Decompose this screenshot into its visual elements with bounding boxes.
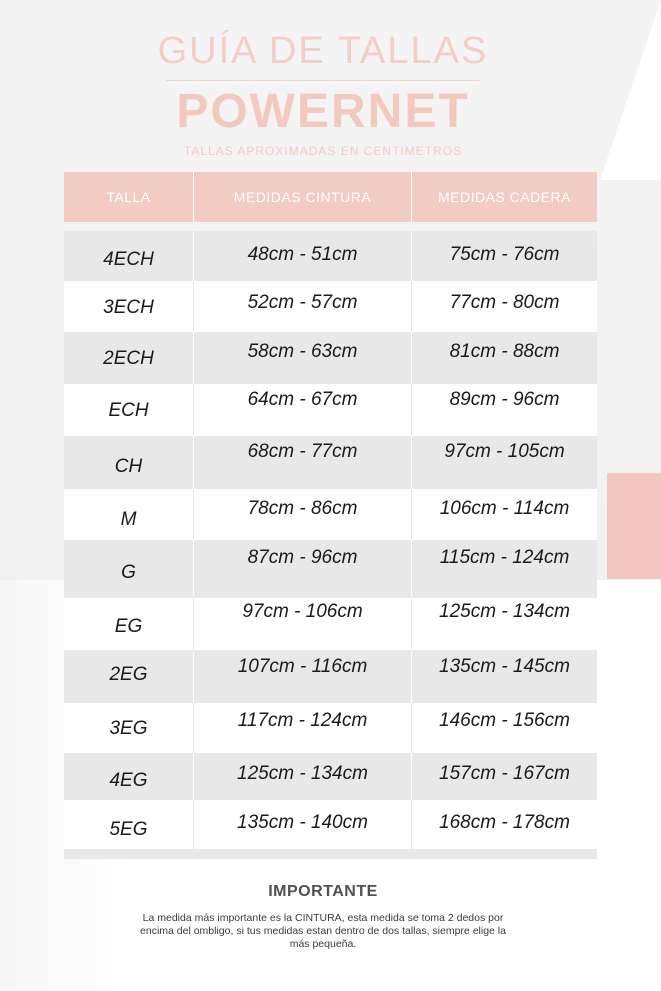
size-cell: 3ECH: [64, 281, 194, 332]
product-title: POWERNET: [176, 85, 470, 138]
size-cell: 2ECH: [64, 332, 194, 384]
table-header: [64, 172, 597, 222]
size-cell: 4EG: [64, 753, 194, 800]
table-row: [64, 281, 597, 332]
hip-cell: 115cm - 124cm: [439, 547, 570, 568]
important-note: La medida más importante es la CINTURA, esta medida se toma 2 dedos por encima del ombligo, si tus medidas estan dentro de dos tallas, siempre elige la más pequeña.: [140, 912, 506, 950]
hip-cell: 125cm - 134cm: [439, 601, 570, 622]
hip-cell: 89cm - 96cm: [449, 389, 560, 410]
waist-cell: 68cm - 77cm: [194, 436, 412, 489]
table-row: [64, 753, 597, 800]
size-cell: ECH: [64, 384, 194, 436]
table-footer-bar: [64, 849, 597, 859]
table-row: [64, 384, 597, 436]
hip-cell: 106cm - 114cm: [439, 498, 570, 519]
size-cell: EG: [64, 598, 194, 650]
waist-cell: 52cm - 57cm: [194, 281, 412, 332]
waist-cell: 78cm - 86cm: [194, 489, 412, 540]
hip-cell: 77cm - 80cm: [449, 292, 560, 313]
waist-cell: 125cm - 134cm: [194, 753, 412, 800]
hip-cell: 75cm - 76cm: [449, 244, 560, 265]
size-cell: 4ECH: [64, 231, 194, 281]
hip-cell: 146cm - 156cm: [439, 710, 570, 731]
size-table-body: [64, 231, 597, 849]
waist-cell: 87cm - 96cm: [194, 540, 412, 598]
table-row: [64, 598, 597, 650]
waist-cell: 117cm - 124cm: [194, 703, 412, 753]
table-row: [64, 800, 597, 849]
waist-cell: 135cm - 140cm: [194, 800, 412, 849]
table-row: [64, 703, 597, 753]
hip-cell: 135cm - 145cm: [439, 656, 570, 677]
waist-cell: 48cm - 51cm: [194, 231, 412, 281]
side-accent-block: [607, 473, 661, 579]
column-header-talla: TALLA: [64, 172, 194, 222]
page-subtitle: TALLAS APROXIMADAS EN CENTIMETROS: [183, 144, 463, 158]
table-row: [64, 332, 597, 384]
size-cell: M: [64, 489, 194, 540]
page-title: GUÍA DE TALLAS: [157, 30, 489, 72]
hip-cell: 168cm - 178cm: [439, 812, 570, 833]
waist-cell: 107cm - 116cm: [194, 650, 412, 703]
waist-cell: 97cm - 106cm: [194, 598, 412, 650]
size-cell: G: [64, 540, 194, 598]
important-title: IMPORTANTE: [268, 883, 378, 900]
waist-cell: 58cm - 63cm: [194, 332, 412, 384]
hip-cell: 81cm - 88cm: [449, 341, 560, 362]
size-cell: 3EG: [64, 703, 194, 753]
column-header-cintura: MEDIDAS CINTURA: [194, 172, 412, 222]
table-row: [64, 436, 597, 489]
size-cell: 2EG: [64, 650, 194, 703]
table-row: [64, 650, 597, 703]
hip-cell: 157cm - 167cm: [439, 763, 570, 784]
hip-cell: 97cm - 105cm: [444, 441, 565, 462]
size-cell: 5EG: [64, 800, 194, 849]
table-row: [64, 540, 597, 598]
size-cell: CH: [64, 436, 194, 489]
table-row: [64, 231, 597, 281]
table-row: [64, 489, 597, 540]
title-divider: [166, 80, 480, 81]
column-header-cadera: MEDIDAS CADERA: [437, 189, 572, 205]
waist-cell: 64cm - 67cm: [194, 384, 412, 436]
